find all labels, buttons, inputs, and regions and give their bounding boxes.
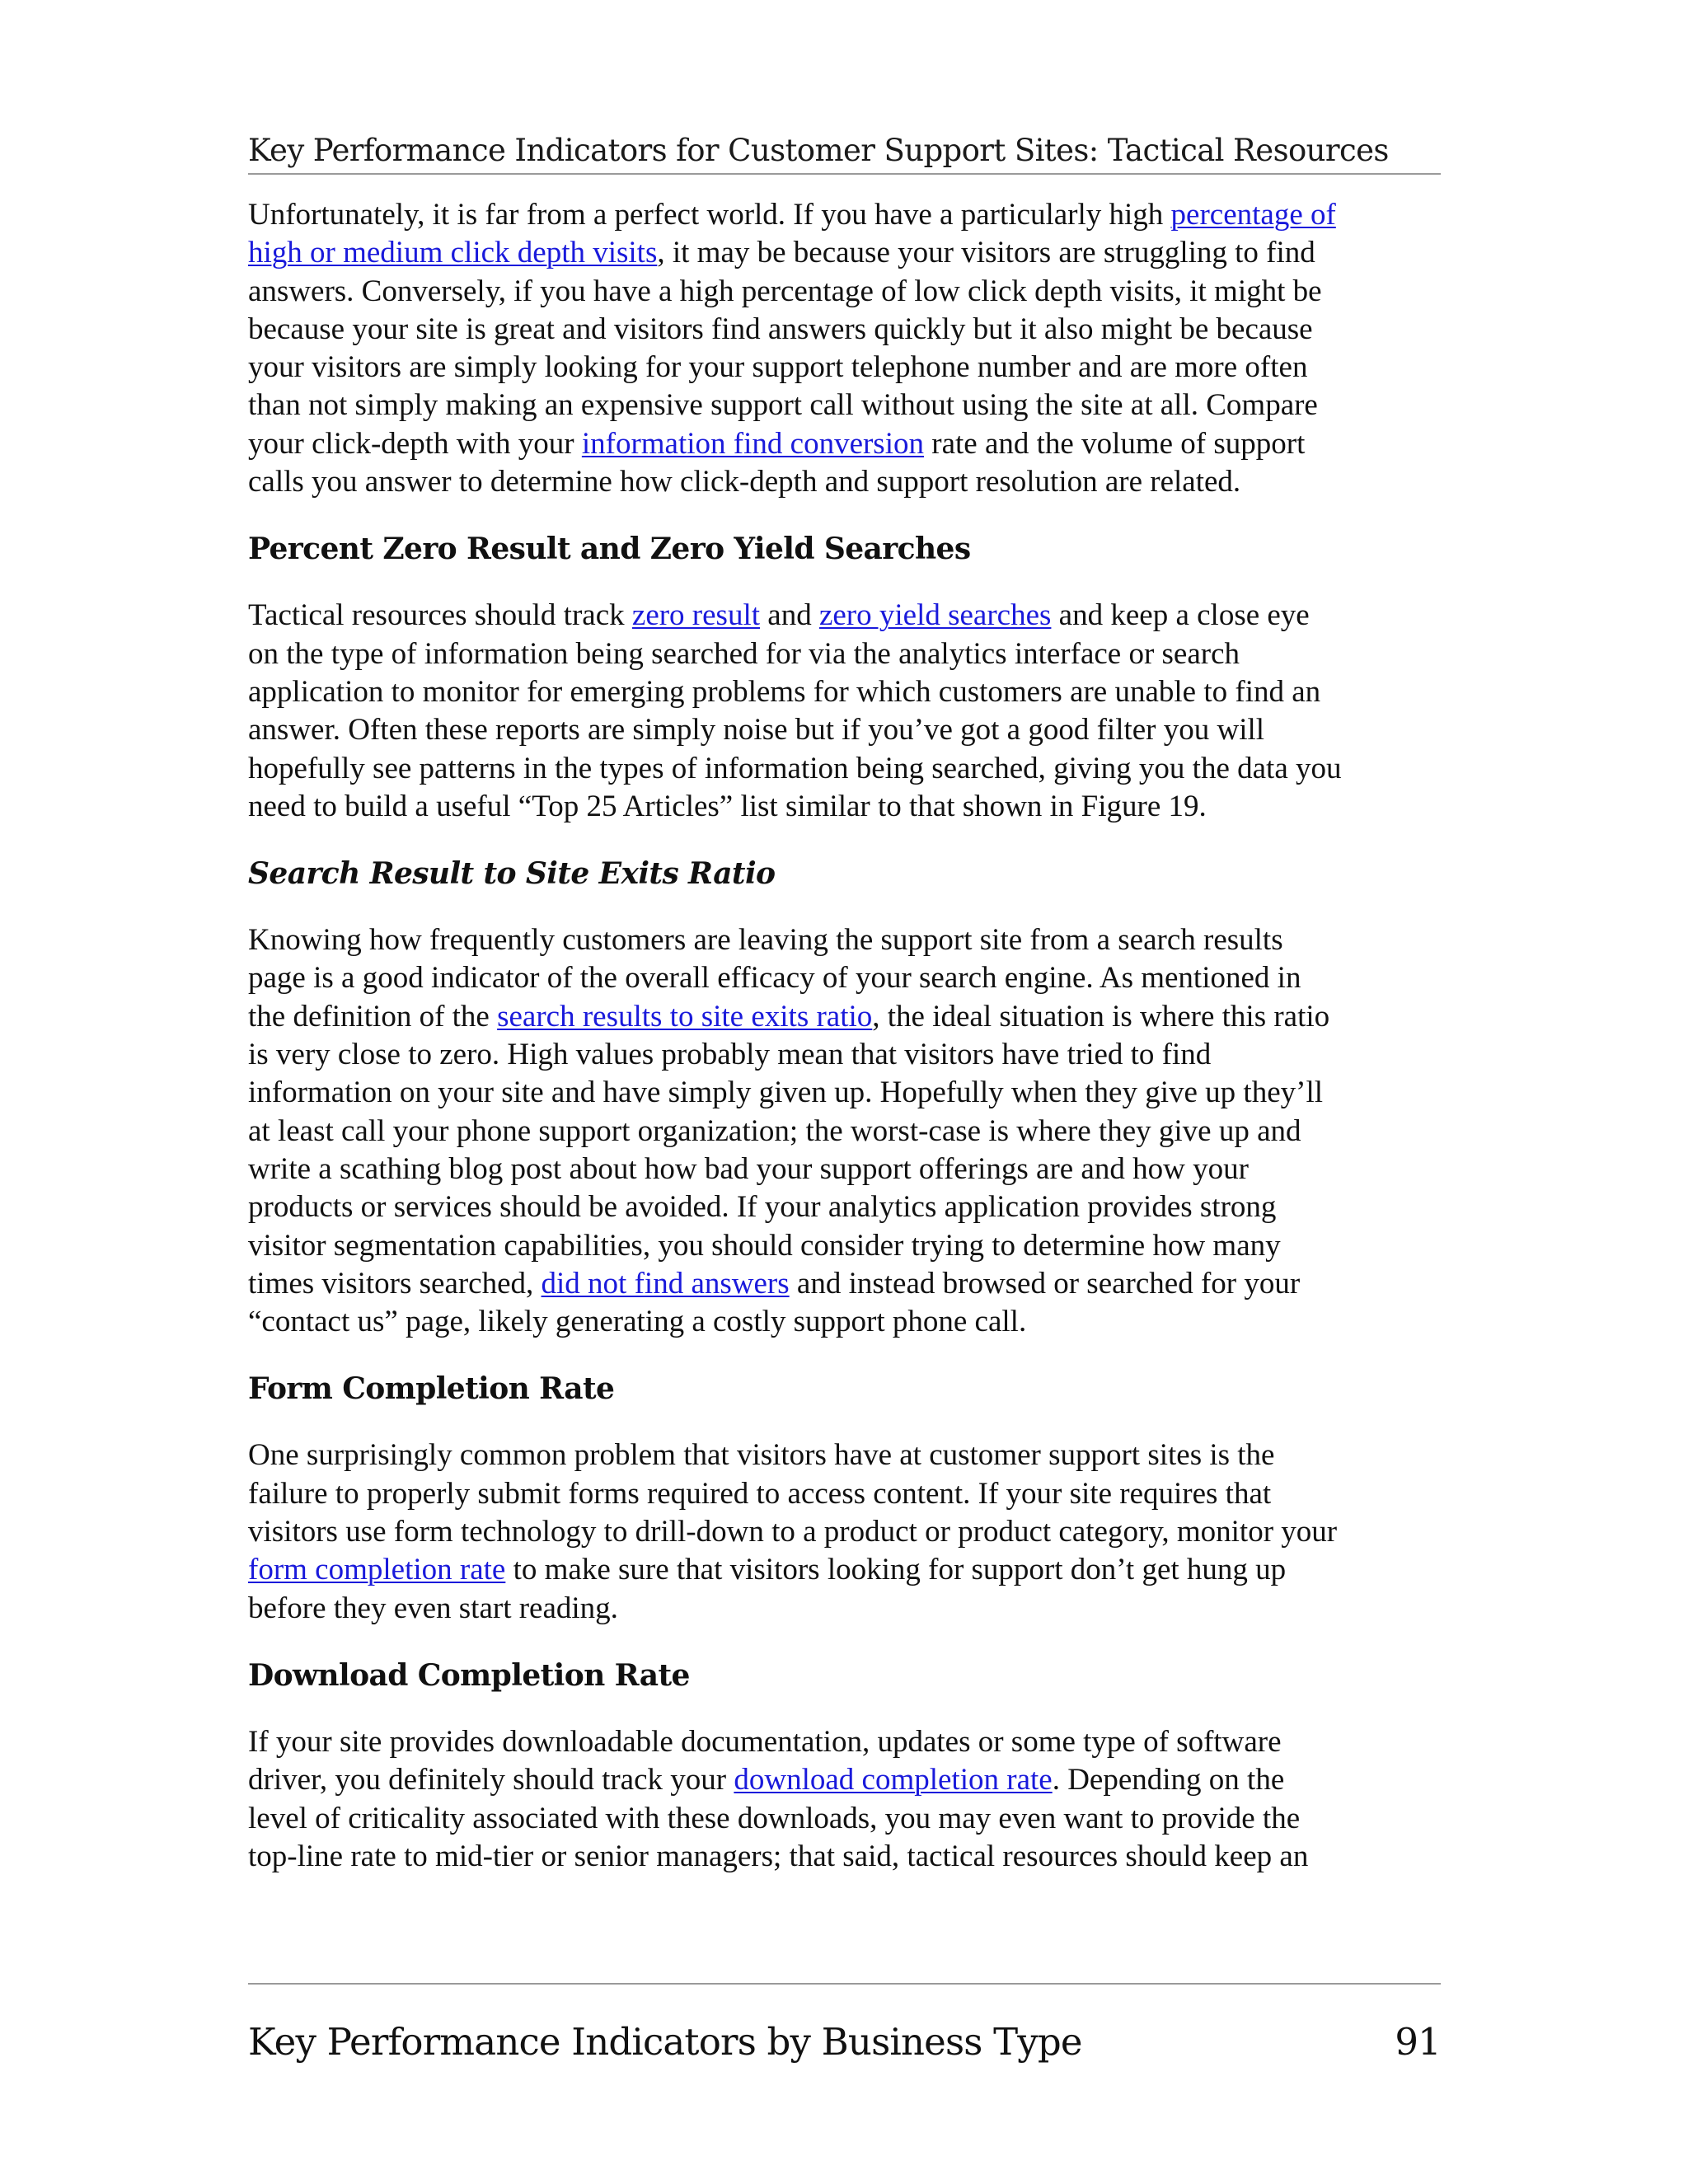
zero-result-paragraph: Tactical resources should track zero result and zero yield searches and keep a close eye on the type of information being searched for via the analytics interface or search application to monitor for emerging problems for which customers are unable to find an answer. Often these reports are simply noise but if you’ve got a good filter you will hopefully see patterns in the types of information being searched, giving you the data you need to build a useful “Top 25 Articles” list similar to that shown in Figure 19. — [248, 598, 1342, 823]
section-heading-form-completion-rate: Form Completion Rate — [248, 1371, 615, 1407]
intro-paragraph: Unfortunately, it is far from a perfect world. If you have a particularly high percentage of high or medium click depth visits, it may be because your visitors are struggling to find answers. Conversely, if you have a high percentage of low click depth visits, it might be because your site is great and visitors find answers quickly but it also might be because your visitors are simply looking for your support telephone number and are more often than not simply making an expensive support call without using the site at all. Compare your click-depth with your information find conversion rate and the volume of support calls you answer to determine how click-depth and support resolution are related. — [248, 198, 1336, 499]
link-search-results-to-site-exits-ratio[interactable]: search results to site exits ratio — [497, 999, 873, 1033]
footer-divider — [248, 1983, 1441, 1985]
page-number: 91 — [1395, 2020, 1441, 2064]
section-heading-search-result-site-exits: Search Result to Site Exits Ratio — [248, 856, 776, 892]
link-percentage-of-click-depth-visits[interactable]: percentage of — [1170, 198, 1336, 232]
document-body — [248, 196, 1441, 1900]
download-completion-paragraph: If your site provides downloadable documentation, updates or some type of software driver, you definitely should track your download completion rate. Depending on the level of criticality associated with these downloads, you may even want to provide the top-line rate to mid-tier or senior managers; that said, tactical resources should keep an — [248, 1724, 1309, 1873]
section-heading-zero-result-searches: Percent Zero Result and Zero Yield Searches — [248, 532, 971, 567]
link-high-or-medium-click-depth-visits[interactable]: high or medium click depth visits — [248, 236, 658, 270]
link-zero-yield-searches[interactable]: zero yield searches — [818, 598, 1052, 633]
link-zero-result[interactable]: zero result — [631, 598, 761, 633]
form-completion-paragraph: One surprisingly common problem that visitors have at customer support sites is the failure to properly submit forms required to access content. If your site requires that visitors use form technology to drill-down to a product or product category, monitor your form completion rate to make sure that visitors looking for support don’t get hung up before they even start reading. — [248, 1438, 1338, 1625]
link-did-not-find-answers[interactable]: did not find answers — [541, 1266, 790, 1301]
link-download-completion-rate[interactable]: download completion rate — [734, 1763, 1053, 1797]
running-header: Key Performance Indicators for Customer Support Sites: Tactical Resources — [248, 133, 1389, 168]
footer-title: Key Performance Indicators by Business Type — [248, 2020, 1082, 2064]
document-page — [248, 0, 1441, 2184]
search-exits-paragraph: Knowing how frequently customers are leaving the support site from a search results page is a good indicator of the overall efficacy of your search engine. As mentioned in the definition of the search results to site exits ratio, the ideal situation is where this ratio is very close to zero. High values probably mean that visitors have tried to find information on your site and have simply given up. Hopefully when they give up they’ll at least call your phone support organization; the worst-case is where they give up and write a scathing blog post about how bad your support offerings are and how your products or services should be avoided. If your analytics application provides strong visitor segmentation capabilities, you should consider trying to determine how many times visitors searched, did not find answers and instead browsed or searched for your “contact us” page, likely generating a costly support phone call. — [248, 923, 1330, 1339]
header-divider — [248, 173, 1441, 175]
link-information-find-conversion[interactable]: information find conversion — [581, 426, 924, 461]
page-footer — [248, 2018, 1441, 2067]
section-heading-download-completion-rate: Download Completion Rate — [248, 1657, 690, 1693]
link-form-completion-rate[interactable]: form completion rate — [248, 1553, 506, 1587]
